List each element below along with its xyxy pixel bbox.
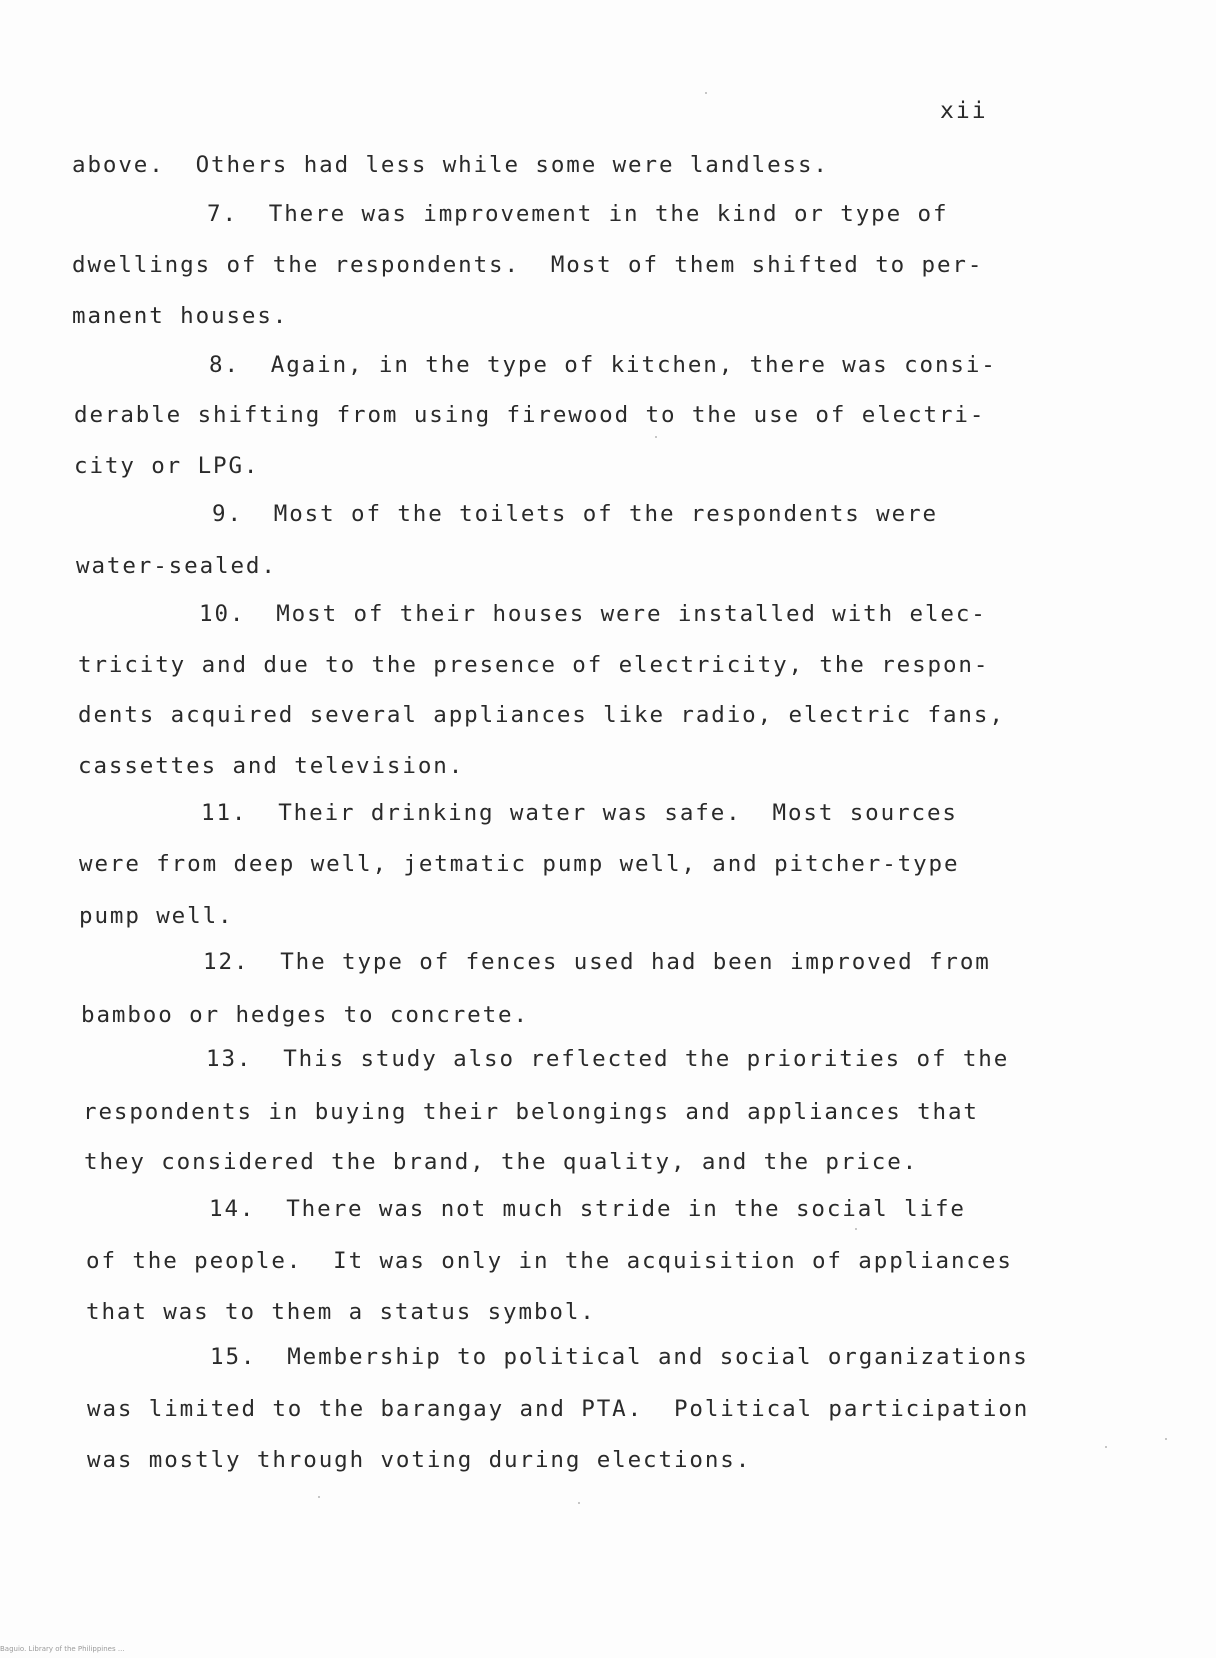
text-line: 7. There was improvement in the kind or type of xyxy=(207,201,949,227)
text-line: 11. Their drinking water was safe. Most sources xyxy=(201,800,958,826)
text-line: pump well. xyxy=(79,903,234,929)
text-line: city or LPG. xyxy=(74,453,260,479)
text-line: 9. Most of the toilets of the respondents were xyxy=(212,501,938,527)
scan-speck xyxy=(1165,1438,1167,1440)
text-line: was limited to the barangay and PTA. Political participation xyxy=(87,1396,1030,1422)
scan-speck xyxy=(1105,1446,1107,1448)
text-line: were from deep well, jetmatic pump well, and pitcher-type xyxy=(79,851,960,877)
text-line: they considered the brand, the quality, and the price. xyxy=(84,1149,919,1175)
text-line: dents acquired several appliances like radio, electric fans, xyxy=(78,702,1005,728)
text-line: 10. Most of their houses were installed with elec- xyxy=(199,601,987,627)
text-line: dwellings of the respondents. Most of them shifted to per- xyxy=(72,252,984,278)
text-line: 12. The type of fences used had been improved from xyxy=(203,949,991,975)
scan-speck xyxy=(578,1502,580,1504)
text-line: manent houses. xyxy=(72,303,289,329)
text-line: 8. Again, in the type of kitchen, there was consi- xyxy=(209,352,997,378)
scan-footer: Baguio. Library of the Philippines ... xyxy=(0,1645,125,1653)
text-line: derable shifting from using firewood to the use of electri- xyxy=(74,402,986,428)
scan-speck xyxy=(655,436,657,438)
scan-speck xyxy=(318,1496,320,1498)
scan-speck xyxy=(855,1228,857,1230)
text-line: bamboo or hedges to concrete. xyxy=(81,1002,529,1028)
text-line: 13. This study also reflected the priorities of the xyxy=(206,1046,1010,1072)
text-line: cassettes and television. xyxy=(78,753,465,779)
scan-speck xyxy=(705,92,707,94)
text-line: was mostly through voting during elections. xyxy=(87,1447,752,1473)
text-line: tricity and due to the presence of electricity, the respon- xyxy=(78,652,990,678)
text-line: that was to them a status symbol. xyxy=(86,1299,596,1325)
text-line: 15. Membership to political and social organizations xyxy=(210,1344,1029,1370)
text-line: 14. There was not much stride in the social life xyxy=(209,1196,966,1222)
text-line: water-sealed. xyxy=(76,553,277,579)
text-line: above. Others had less while some were landless. xyxy=(72,152,829,178)
text-line: of the people. It was only in the acquisition of appliances xyxy=(86,1248,1013,1274)
page-number: xii xyxy=(940,98,988,124)
text-line: respondents in buying their belongings and appliances that xyxy=(83,1099,979,1125)
